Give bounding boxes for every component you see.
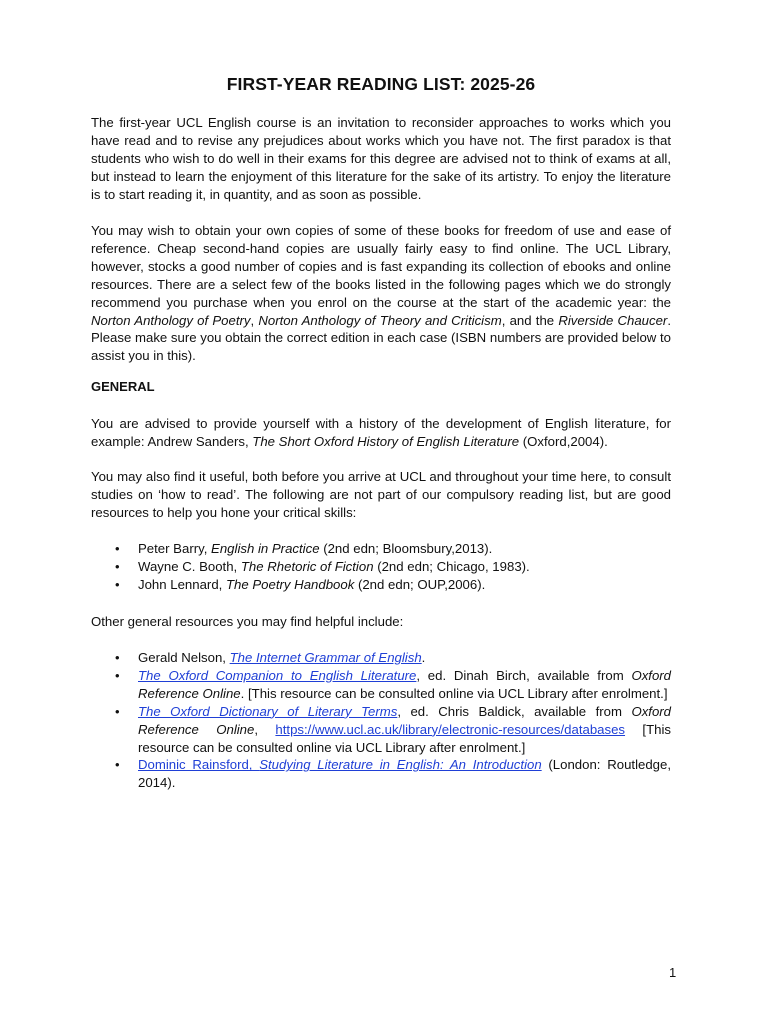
list-item xyxy=(91,756,671,792)
ucl-databases-link[interactable]: https://www.ucl.ac.uk/library/electronic-resources/databases xyxy=(275,721,626,737)
book-title: The Short Oxford History of English Literature xyxy=(252,433,520,449)
resource-text: (London: Routledge, 2014). xyxy=(138,757,671,791)
page-number: 1 xyxy=(669,965,677,980)
book-title: The Rhetoric of Fiction xyxy=(240,558,374,574)
document-page xyxy=(91,0,671,1024)
link-text: Dominic Rainsford, xyxy=(138,757,260,773)
bullet-icon: • xyxy=(115,576,120,592)
author: Wayne C. Booth, xyxy=(138,558,241,574)
author: Gerald Nelson, xyxy=(138,650,230,665)
intro-paragraph-1: The first-year UCL English course is an invitation to reconsider approaches to works which you have read and to revise any prejudices about works which you have not. The first paradox is that students who wish to do well in their exams for this degree are advised not to think of exams at all, but instead to learn the enjoyment of this literature for the sake of its artistry. To enjoy the literature is to start reading it, in quantity, and as soon as possible. xyxy=(91,115,671,202)
general-text: You are advised to provide yourself with a history of the development of English literature, for example: Andrew Sanders, xyxy=(91,416,671,449)
list-item xyxy=(91,576,671,594)
book-details: (2nd edn; OUP,2006). xyxy=(354,576,486,592)
book-title: English in Practice xyxy=(211,541,320,556)
bullet-icon: • xyxy=(115,558,120,574)
reading-list xyxy=(91,540,671,594)
author: John Lennard, xyxy=(138,576,226,592)
list-item xyxy=(91,703,671,757)
list-item xyxy=(91,649,671,667)
book-title: Norton Anthology of Poetry xyxy=(91,312,251,328)
resource-text: , xyxy=(254,721,276,737)
book-title: Norton Anthology of Theory and Criticism xyxy=(258,312,502,328)
author: Peter Barry, xyxy=(138,541,212,556)
resources-list xyxy=(91,649,671,792)
link-text: The Internet Grammar of English xyxy=(229,650,422,665)
general-text: (Oxford,2004). xyxy=(519,433,608,449)
internet-grammar-link[interactable] xyxy=(230,650,422,665)
link-text: The Oxford Companion to English Literature xyxy=(138,667,417,683)
oxford-companion-link[interactable] xyxy=(138,668,416,683)
bullet-icon: • xyxy=(115,757,120,773)
intro-text: . Please make sure you obtain the correct edition in each case (ISBN numbers are provided below to assist you in this). xyxy=(91,312,671,364)
resource-text: [This resource can be consulted online via UCL Library after enrolment.] xyxy=(138,721,671,755)
bullet-icon: • xyxy=(115,667,120,683)
bullet-icon: • xyxy=(115,703,120,719)
general-paragraph-2: You may also find it useful, both before you arrive at UCL and throughout your time here, to consult studies on ‘how to read’. The following are not part of our compulsory reading list, but are good resources to help you hone your critical skills: xyxy=(91,469,671,520)
studying-literature-link[interactable] xyxy=(138,757,542,772)
resource-text: , ed. Dinah Birch, available from xyxy=(416,667,632,683)
link-text: Studying Literature in English: An Introduction xyxy=(259,757,542,773)
intro-text: , and the xyxy=(501,312,559,328)
book-title: The Poetry Handbook xyxy=(226,576,355,592)
intro-paragraph-2 xyxy=(91,222,671,365)
resource-text: . xyxy=(421,650,426,665)
bullet-icon: • xyxy=(115,650,120,665)
section-heading-general: GENERAL xyxy=(91,379,155,394)
list-item xyxy=(91,667,671,703)
resource-text: . [This resource can be consulted online via UCL Library after enrolment.] xyxy=(240,685,668,701)
intro-text: , xyxy=(250,312,259,328)
source-title: Oxford Reference Online xyxy=(138,667,672,701)
oxford-dictionary-link[interactable] xyxy=(138,704,397,719)
book-details: (2nd edn; Bloomsbury,2013). xyxy=(319,541,493,556)
link-text: The Oxford Dictionary of Literary Terms xyxy=(138,703,398,719)
page-title: FIRST-YEAR READING LIST: 2025-26 xyxy=(226,74,536,94)
intro-text: You may wish to obtain your own copies of some of these books for freedom of use and ease of reference. Cheap second-hand copies are usually fairly easy to find online. The UCL Library, however, stocks a good number of copies and is fast expanding its collection of ebooks and online resources. There are a select few of the books listed in the following pages which we do strongly recommend you purchase when you enrol on the course at the start of the academic year: the xyxy=(91,223,671,310)
list-item xyxy=(91,558,671,576)
book-details: (2nd edn; Chicago, 1983). xyxy=(373,558,530,574)
general-paragraph-1 xyxy=(91,415,671,451)
book-title: Riverside Chaucer xyxy=(558,312,668,328)
list-item xyxy=(91,540,671,558)
source-title: Oxford Reference Online xyxy=(138,703,672,737)
other-resources-intro: Other general resources you may find helpful include: xyxy=(91,614,404,629)
bullet-icon: • xyxy=(115,541,120,556)
resource-text: , ed. Chris Baldick, available from xyxy=(397,703,632,719)
